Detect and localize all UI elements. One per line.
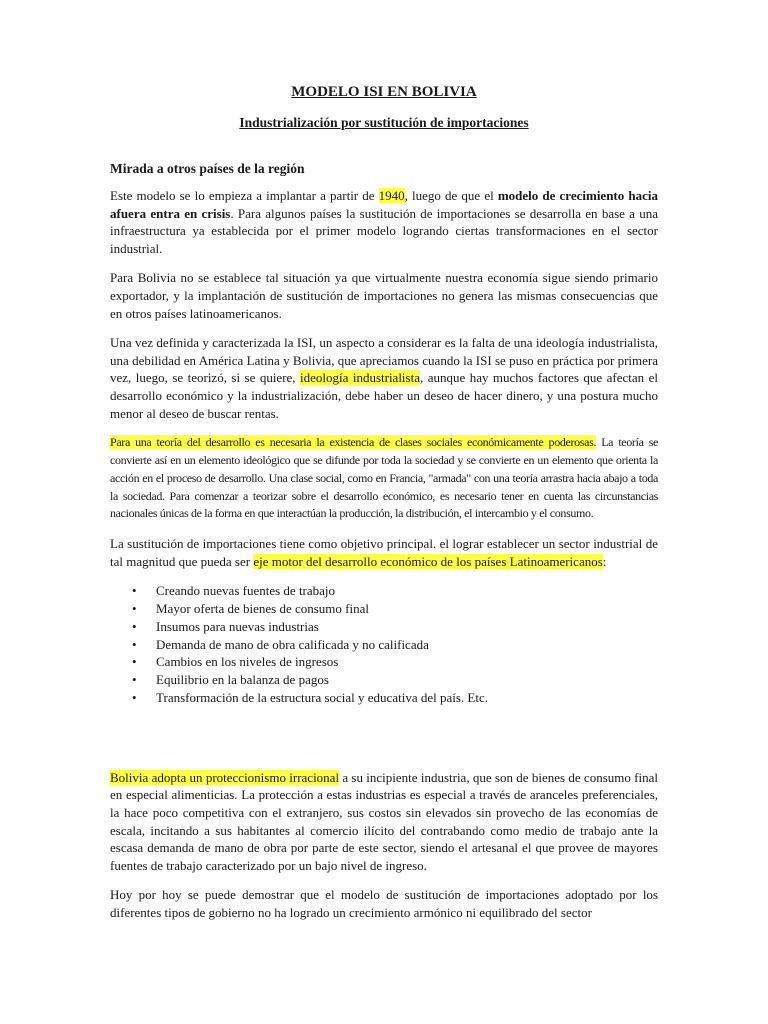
list-item: • Transformación de la estructura social y educativa del país. Etc. bbox=[132, 689, 658, 707]
highlight-teoria: Para una teoría del desarrollo es necesaria la existencia de clases sociales económicamente poderosas. bbox=[110, 435, 597, 450]
paragraph-1-text-b: , luego de que el bbox=[404, 188, 498, 203]
paragraph-7: Hoy por hoy se puede demostrar que el modelo de sustitución de importaciones adoptado por los diferentes tipos de gobierno no ha logrado un crecimiento armónico ni equilibrado del sector bbox=[110, 887, 658, 921]
bullet-list bbox=[110, 582, 658, 707]
list-item: • Mayor oferta de bienes de consumo final bbox=[132, 600, 658, 618]
paragraph-5-text-a: La sustitución de importaciones tiene como objetivo principal. el lograr establecer un sector industrial de tal magnitud que pueda ser bbox=[110, 536, 658, 569]
highlight-ideologia: ideología industrialista bbox=[300, 370, 420, 386]
section-heading: Mirada a otros países de la región bbox=[110, 161, 305, 176]
paragraph-1 bbox=[110, 187, 658, 257]
paragraph-1-text-a: Este modelo se lo empieza a implantar a partir de bbox=[110, 188, 379, 203]
paragraph-6-text: a su incipiente industria, que son de bienes de consumo final en especial alimenticias. La protección a estas industrias es especial a través de aranceles preferenciales, la hace poco competitiva con el extranjero, sus costos sin elevados sin provecho de las economías de escala, incitando a sus habitantes al comercio ilícito del contrabando como medio de trabajo ante la escasa demanda de mano de obra por parte de este sector, siendo el artesanal el que provee de mayores fuentes de trabajo caracterizado por un bajo nivel de ingreso. bbox=[110, 769, 658, 873]
document-title: MODELO ISI EN BOLIVIA bbox=[291, 84, 477, 100]
document-body bbox=[110, 82, 658, 934]
highlight-proteccionismo: Bolivia adopta un proteccionismo irracional bbox=[110, 769, 340, 785]
paragraph-1-bold: modelo de crecimiento hacia afuera entra en crisis bbox=[110, 188, 658, 221]
highlight-year: 1940 bbox=[378, 188, 405, 203]
paragraph-4 bbox=[110, 434, 658, 523]
list-item: • Equilibrio en la balanza de pagos bbox=[132, 671, 658, 689]
list-item: • Cambios en los niveles de ingresos bbox=[132, 653, 658, 671]
paragraph-3 bbox=[110, 334, 658, 422]
list-item: • Demanda de mano de obra calificada y no calificada bbox=[132, 636, 658, 654]
highlight-eje-motor: eje motor del desarrollo económico de los países Latinoamericanos bbox=[253, 553, 603, 569]
paragraph-3-text-a: Una vez definida y caracterizada la ISI, un aspecto a considerar es la falta de una ideología industrialista, una debilidad en América Latina y Bolivia, que apreciamos cuando la ISI se puso en práctica por primera vez, luego, se teorizó, si se quiere, bbox=[110, 335, 658, 386]
list-item: • Creando nuevas fuentes de trabajo bbox=[132, 582, 658, 600]
paragraph-3-text-b: , aunque hay muchos factores que afectan el desarrollo económico y la industrialización, debe haber un deseo de hacer dinero, y una postura mucho menor al deseo de buscar rentas. bbox=[110, 370, 658, 421]
blank-space bbox=[110, 707, 658, 769]
paragraph-5-text-b: : bbox=[602, 553, 607, 569]
paragraph-2: Para Bolivia no se establece tal situación ya que virtualmente nuestra economía sigue siendo primario exportador, y la implantación de sustitución de importaciones no genera las mismas consecuencias que en otros países latinoamericanos. bbox=[110, 270, 658, 321]
paragraph-4-text: La teoría se convierte así en un elemento ideológico que se difunde por toda la sociedad y se convierte en un elemento que orienta la acción en el proceso de desarrollo. Una clase social, como en Francia, "armada" con una teoría arrastra hacia abajo a toda la sociedad. Para comenzar a teorizar sobre el desarrollo económico, es necesario tener en cuenta las circunstancias nacionales únicas de la forma en que interactúan la producción, la distribución, el intercambio y el consumo. bbox=[110, 435, 658, 521]
paragraph-1-text-c: . Para algunos países la sustitución de importaciones se desarrolla en base a una infraestructura ya establecida por el primer modelo logrando ciertas transformaciones en el sector industrial. bbox=[110, 205, 658, 256]
paragraph-5 bbox=[110, 535, 658, 570]
list-item: • Insumos para nuevas industrias bbox=[132, 618, 658, 636]
document-subtitle: Industrialización por sustitución de importaciones bbox=[239, 115, 529, 130]
paragraph-6 bbox=[110, 769, 658, 875]
